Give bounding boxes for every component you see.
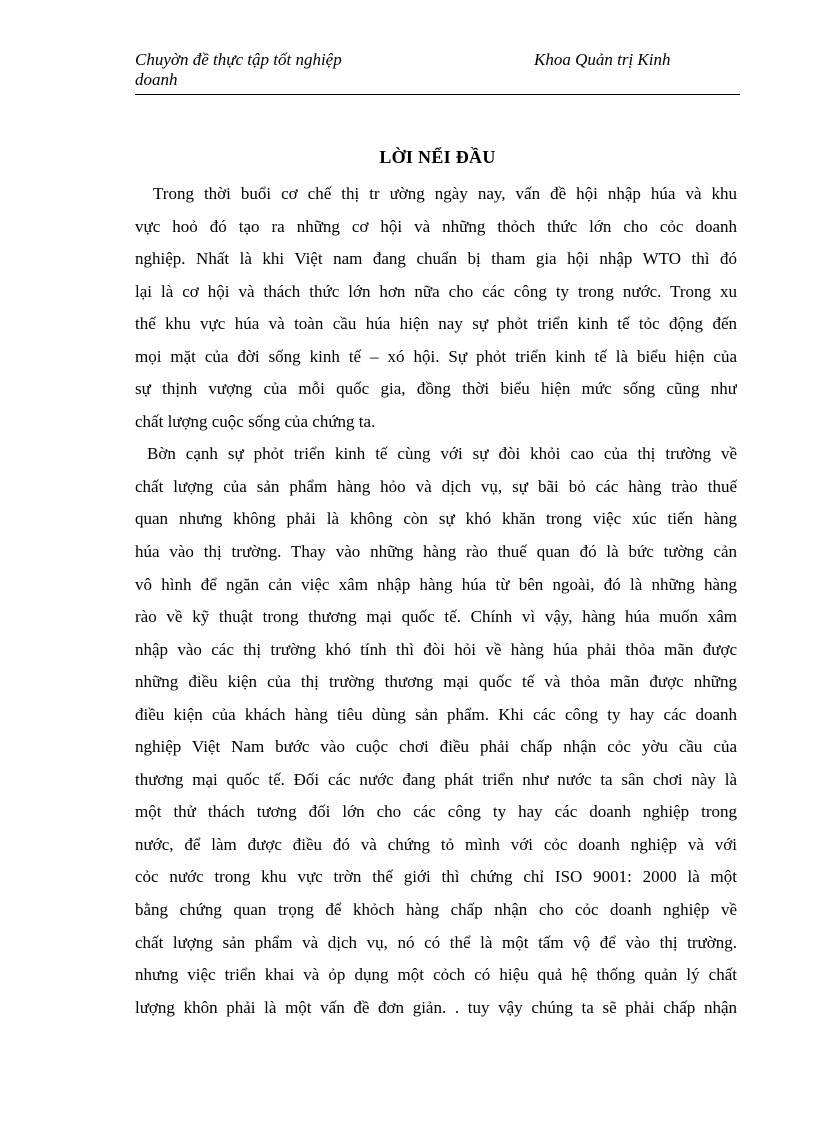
- text-line: nghiệp. Nhất là khi Việt nam đang chuẩn bị tham gia hội nhập WTO thì đó: [135, 249, 737, 269]
- text-line: lượng khôn phải là một vấn đề đơn giản. . tuy vậy chúng ta sẽ phải chấp nhận: [135, 997, 737, 1017]
- text-line: mọi mặt của đời sống kinh tế – xó hội. Sự phỏt triển kinh tế là biểu hiện của: [135, 346, 737, 366]
- document-title: LỜI NỂI ĐẦU: [379, 147, 496, 167]
- text-line: nước, để làm được điều đó và chứng tỏ mình với cỏc doanh nghiệp và với: [135, 834, 737, 854]
- header-divider: [135, 94, 740, 95]
- paragraph-1: [135, 178, 737, 438]
- text-line: chất lượng của sản phẩm hàng hỏo và dịch vụ, sự bãi bỏ các hàng trào thuế: [135, 476, 737, 496]
- text-line: Trong thời buổi cơ chế thị tr ường ngày nay, vấn đề hội nhập húa và khu: [153, 184, 737, 203]
- text-line: những điều kiện của thị trường thương mại quốc tế và thỏa mãn được những: [135, 672, 737, 692]
- text-line: bằng chứng quan trọng để khỏch hàng chấp nhận cho cỏc doanh nghiệp về: [135, 900, 737, 920]
- text-line: húa vào thị trường. Thay vào những hàng rào thuế quan đó là bức tường cản: [135, 542, 737, 562]
- text-line: chất lượng cuộc sống của chứng ta.: [135, 411, 376, 431]
- paragraph-2: [135, 438, 737, 1024]
- text-line: quan nhưng không phải là không còn sự khó khăn trong việc xúc tiến hàng: [135, 509, 737, 529]
- text-line: sự thịnh vượng của mỗi quốc gia, đồng thời biểu hiện mức sống cũng như: [135, 379, 737, 399]
- text-line: nghiệp Việt Nam bước vào cuộc chơi điều phải chấp nhận cỏc yờu cầu của: [135, 737, 737, 757]
- text-line: Bờn cạnh sự phỏt triển kinh tế cùng với sự đòi khỏi cao của thị trường về: [147, 444, 737, 464]
- text-line: thế khu vực húa và toàn cầu húa hiện nay sự phỏt triển kinh tế tỏc động đến: [135, 314, 737, 334]
- text-line: vô hình để ngăn cản việc xâm nhập hàng húa từ bên ngoài, đó là những hàng: [135, 574, 737, 594]
- text-line: nhưng việc triển khai và ỏp dụng một cỏch có hiệu quả hệ thống quản lý chất: [135, 965, 737, 985]
- text-line: nhập vào các thị trường khó tính thì đòi hỏi về hàng húa phải thỏa mãn được: [135, 639, 737, 659]
- header-left-text: Chuyờn đề thực tập tốt nghiệp doanh: [135, 50, 342, 89]
- header-right-text: Khoa Quản trị Kinh: [534, 50, 671, 69]
- text-line: lại là cơ hội và thách thức lớn hơn nữa cho các công ty trong nước. Trong xu: [135, 281, 737, 301]
- text-line: thương mại quốc tế. Đối các nước đang phát triển như nước ta sân chơi này là: [135, 769, 737, 789]
- text-line: cỏc nước trong khu vực trờn thế giới thì chứng chỉ ISO 9001: 2000 là một: [135, 867, 737, 887]
- text-line: một thử thách tương đối lớn cho các công ty hay các doanh nghiệp trong: [135, 802, 737, 822]
- text-line: rào về kỹ thuật trong thương mại quốc tế. Chính vì vậy, hàng húa muốn xâm: [135, 607, 737, 627]
- document-body: [135, 178, 737, 1024]
- text-line: điều kiện của khách hàng tiêu dùng sản phẩm. Khi các công ty hay các doanh: [135, 704, 737, 724]
- text-line: vực hoỏ đó tạo ra những cơ hội và những thỏch thức lớn cho cỏc doanh: [135, 216, 737, 236]
- page-header: [135, 50, 740, 94]
- text-line: chất lượng sản phẩm và dịch vụ, nó có thể là một tấm vộ để vào thị trường.: [135, 932, 737, 952]
